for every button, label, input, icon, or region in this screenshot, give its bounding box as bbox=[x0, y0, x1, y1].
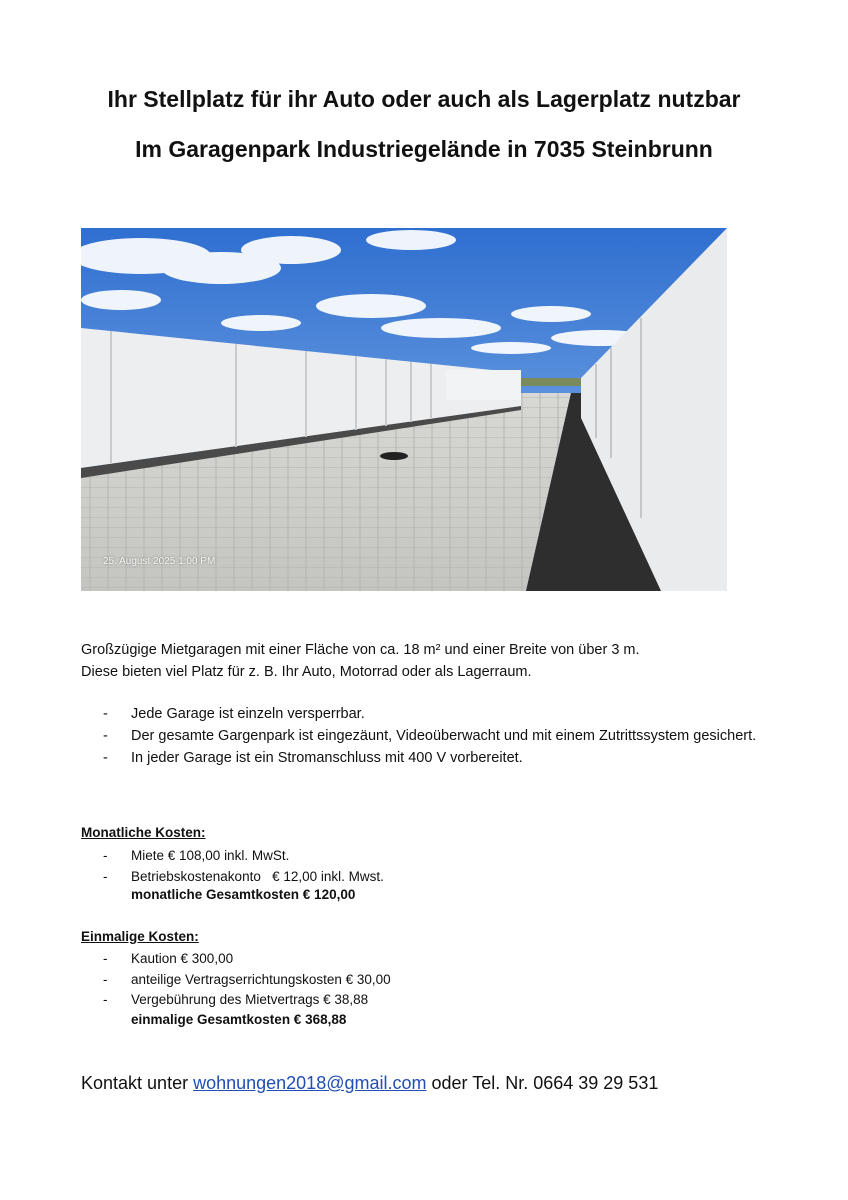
page-subtitle: Im Garagenpark Industriegelände in 7035 Steinbrunn bbox=[135, 136, 713, 162]
list-item: - Vergebührung des Mietvertrags € 38,88 bbox=[103, 992, 369, 1007]
list-item: - Miete € 108,00 inkl. MwSt. bbox=[103, 848, 290, 863]
list-item: - Der gesamte Gargenpark ist eingezäunt, Videoüberwacht und mit einem Zutrittssystem gesichert. bbox=[103, 728, 757, 744]
list-item: - In jeder Garage ist ein Stromanschluss mit 400 V vorbereitet. bbox=[103, 750, 523, 766]
monthly-costs-heading: Monatliche Kosten: bbox=[81, 825, 206, 840]
contact-suffix: oder Tel. Nr. 0664 39 29 531 bbox=[426, 1073, 659, 1093]
photo-timestamp: 25. August 2025 1:00 PM bbox=[103, 556, 216, 567]
onetime-costs-list bbox=[81, 949, 681, 1011]
email-link[interactable]: wohnungen2018@gmail.com bbox=[193, 1073, 427, 1093]
intro-line-1: Großzügige Mietgaragen mit einer Fläche von ca. 18 m² und einer Breite von über 3 m. bbox=[81, 642, 640, 658]
list-item: - Betriebskostenakonto € 12,00 inkl. Mwst. bbox=[103, 868, 384, 884]
onetime-costs-heading: Einmalige Kosten: bbox=[81, 929, 199, 944]
garage-park-photo bbox=[81, 228, 727, 591]
contact-line bbox=[81, 1073, 658, 1094]
list-item: - anteilige Vertragserrichtungskosten € 30,00 bbox=[103, 971, 391, 987]
intro-line-2: Diese bieten viel Platz für z. B. Ihr Auto, Motorrad oder als Lagerraum. bbox=[81, 664, 532, 680]
monthly-total: monatliche Gesamtkosten € 120,00 bbox=[131, 887, 356, 902]
feature-list bbox=[81, 703, 761, 769]
list-item: - Jede Garage ist einzeln versperrbar. bbox=[103, 706, 365, 722]
page-title: Ihr Stellplatz für ihr Auto oder auch als Lagerplatz nutzbar bbox=[107, 86, 741, 112]
contact-prefix: Kontakt unter bbox=[81, 1073, 194, 1093]
onetime-total: einmalige Gesamtkosten € 368,88 bbox=[131, 1012, 347, 1027]
list-item: - Kaution € 300,00 bbox=[103, 951, 234, 966]
monthly-costs-list bbox=[81, 846, 681, 887]
